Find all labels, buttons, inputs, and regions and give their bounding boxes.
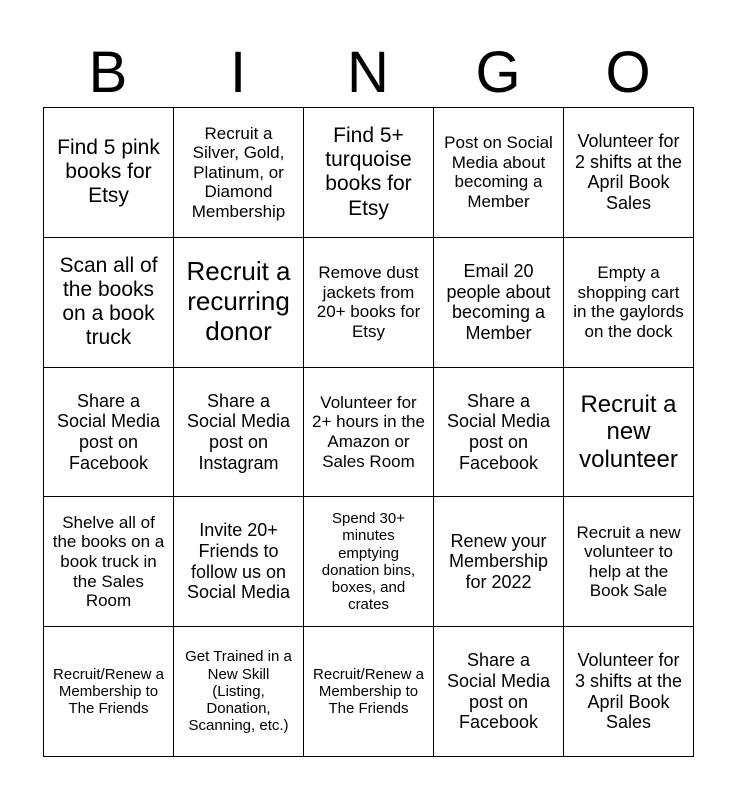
cell-text: Recruit a new volunteer xyxy=(579,390,678,473)
bingo-cell[interactable] xyxy=(434,627,564,757)
cell-text: Recruit/Renew a Membership to The Friends xyxy=(53,665,164,718)
bingo-header xyxy=(43,40,693,106)
cell-text: Scan all of the books on a book truck xyxy=(59,253,158,350)
cell-text: Find 5 pink books for Etsy xyxy=(57,136,160,208)
bingo-cell[interactable] xyxy=(434,368,564,498)
bingo-cell[interactable] xyxy=(564,238,694,368)
cell-text: Invite 20+ Friends to follow us on Social Media xyxy=(186,520,291,603)
bingo-cell[interactable] xyxy=(304,108,434,238)
bingo-cell[interactable] xyxy=(174,238,304,368)
bingo-cell[interactable] xyxy=(304,627,434,757)
cell-text: Email 20 people about becoming a Member xyxy=(446,260,551,343)
bingo-cell[interactable] xyxy=(44,627,174,757)
cell-text: Recruit/Renew a Membership to The Friends xyxy=(313,665,424,718)
bingo-cell[interactable] xyxy=(434,497,564,627)
bingo-cell[interactable] xyxy=(174,368,304,498)
cell-text: Empty a shopping cart in the gaylords on the dock xyxy=(573,263,684,341)
cell-text: Volunteer for 2+ hours in the Amazon or Sales Room xyxy=(312,392,425,471)
cell-text: Recruit a new volunteer to help at the Book Sale xyxy=(576,522,681,601)
bingo-cell[interactable] xyxy=(44,497,174,627)
header-letter-g: G xyxy=(475,40,521,105)
cell-text: Renew your Membership for 2022 xyxy=(448,530,549,593)
cell-text: Recruit a Silver, Gold, Platinum, or Diamond Membership xyxy=(191,123,286,221)
bingo-cell[interactable] xyxy=(564,368,694,498)
bingo-cell[interactable] xyxy=(44,368,174,498)
cell-text: Share a Social Media post on Facebook xyxy=(446,390,551,473)
bingo-cell[interactable] xyxy=(304,238,434,368)
bingo-cell[interactable] xyxy=(434,238,564,368)
cell-text: Share a Social Media post on Facebook xyxy=(446,650,551,733)
bingo-cell[interactable] xyxy=(304,368,434,498)
bingo-cell[interactable] xyxy=(564,497,694,627)
cell-text: Recruit a recurring donor xyxy=(186,256,291,347)
bingo-cell[interactable] xyxy=(44,108,174,238)
cell-text: Share a Social Media post on Facebook xyxy=(56,390,161,473)
bingo-cell[interactable] xyxy=(304,497,434,627)
cell-text: Remove dust jackets from 20+ books for Etsy xyxy=(316,263,421,341)
cell-text: Shelve all of the books on a book truck in the Sales Room xyxy=(52,512,165,611)
cell-text: Get Trained in a New Skill (Listing, Donation, Scanning, etc.) xyxy=(185,648,292,735)
header-letter-i: I xyxy=(229,40,247,105)
cell-text: Share a Social Media post on Instagram xyxy=(186,390,291,473)
bingo-cell[interactable] xyxy=(174,627,304,757)
header-letter-b: B xyxy=(88,40,128,105)
cell-text: Spend 30+ minutes emptying donation bins, boxes, and crates xyxy=(321,510,416,614)
header-letter-o: O xyxy=(605,40,651,105)
bingo-cell[interactable] xyxy=(174,497,304,627)
header-letter-n: N xyxy=(347,40,389,105)
cell-text: Volunteer for 2 shifts at the April Book Sales xyxy=(574,131,683,214)
cell-text: Post on Social Media about becoming a Member xyxy=(444,133,553,211)
bingo-board xyxy=(43,107,694,757)
bingo-cell[interactable] xyxy=(434,108,564,238)
cell-text: Find 5+ turquoise books for Etsy xyxy=(325,124,412,220)
bingo-cell[interactable] xyxy=(564,108,694,238)
bingo-cell[interactable] xyxy=(174,108,304,238)
cell-text: Volunteer for 3 shifts at the April Book Sales xyxy=(574,650,683,733)
bingo-cell[interactable] xyxy=(564,627,694,757)
bingo-cell[interactable] xyxy=(44,238,174,368)
